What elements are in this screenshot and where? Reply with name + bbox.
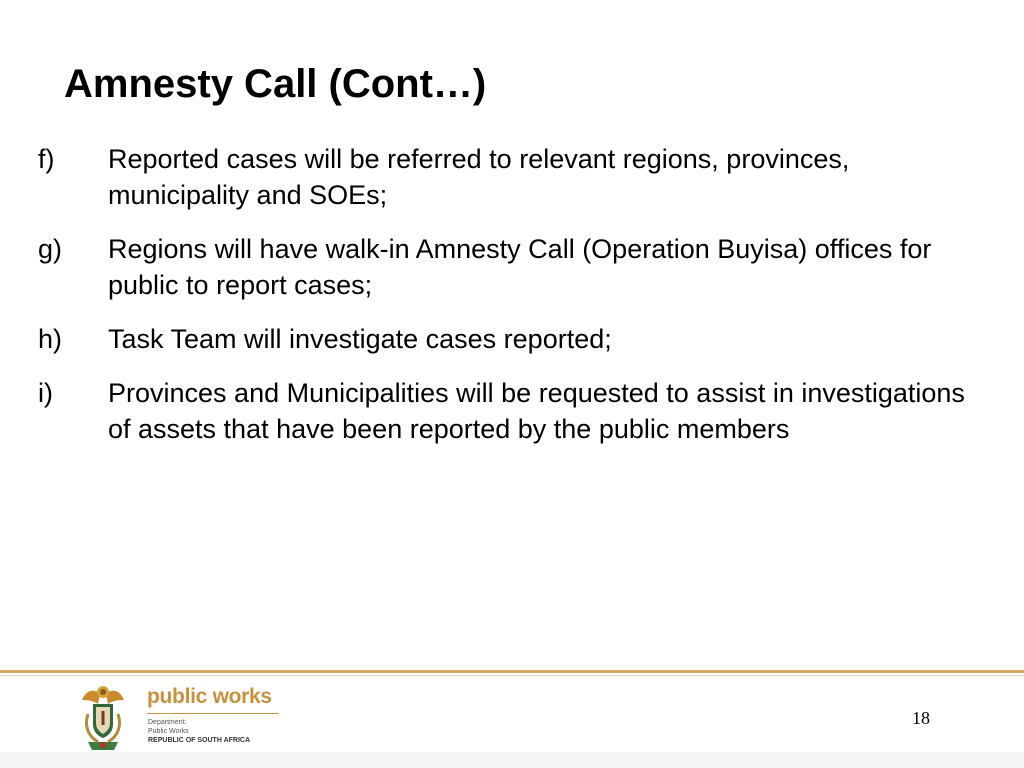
list-marker: i) bbox=[38, 378, 53, 408]
list-text: Task Team will investigate cases reported; bbox=[108, 324, 612, 354]
list-text: Provinces and Municipalities will be requested to assist in investigations of assets that have been reported by the public members bbox=[108, 378, 965, 444]
list-marker: g) bbox=[38, 234, 63, 264]
footer-band bbox=[0, 752, 1024, 768]
list-item bbox=[38, 375, 988, 447]
logo-department-label: Department: bbox=[148, 719, 187, 726]
footer-divider bbox=[0, 670, 1024, 673]
public-works-logo bbox=[78, 684, 288, 754]
list-text: Regions will have walk-in Amnesty Call (Operation Buyisa) offices for public to report cases; bbox=[108, 234, 932, 300]
logo-wordmark: public works bbox=[147, 685, 272, 708]
list-item bbox=[38, 321, 988, 357]
logo-rule bbox=[147, 713, 279, 714]
list-marker: f) bbox=[38, 144, 55, 174]
footer-divider-shadow bbox=[0, 675, 1024, 676]
logo-department-name: Public Works bbox=[148, 728, 189, 735]
logo-country: REPUBLIC OF SOUTH AFRICA bbox=[148, 737, 251, 744]
list-marker: h) bbox=[38, 324, 63, 354]
page-number: 18 bbox=[912, 708, 930, 728]
coat-of-arms-icon bbox=[78, 684, 128, 752]
list-item bbox=[38, 141, 988, 213]
slide-title: Amnesty Call (Cont…) bbox=[64, 62, 487, 106]
list-item bbox=[38, 231, 988, 303]
list-text: Reported cases will be referred to relevant regions, provinces, municipality and SOEs; bbox=[108, 144, 850, 210]
point-list bbox=[38, 141, 988, 465]
